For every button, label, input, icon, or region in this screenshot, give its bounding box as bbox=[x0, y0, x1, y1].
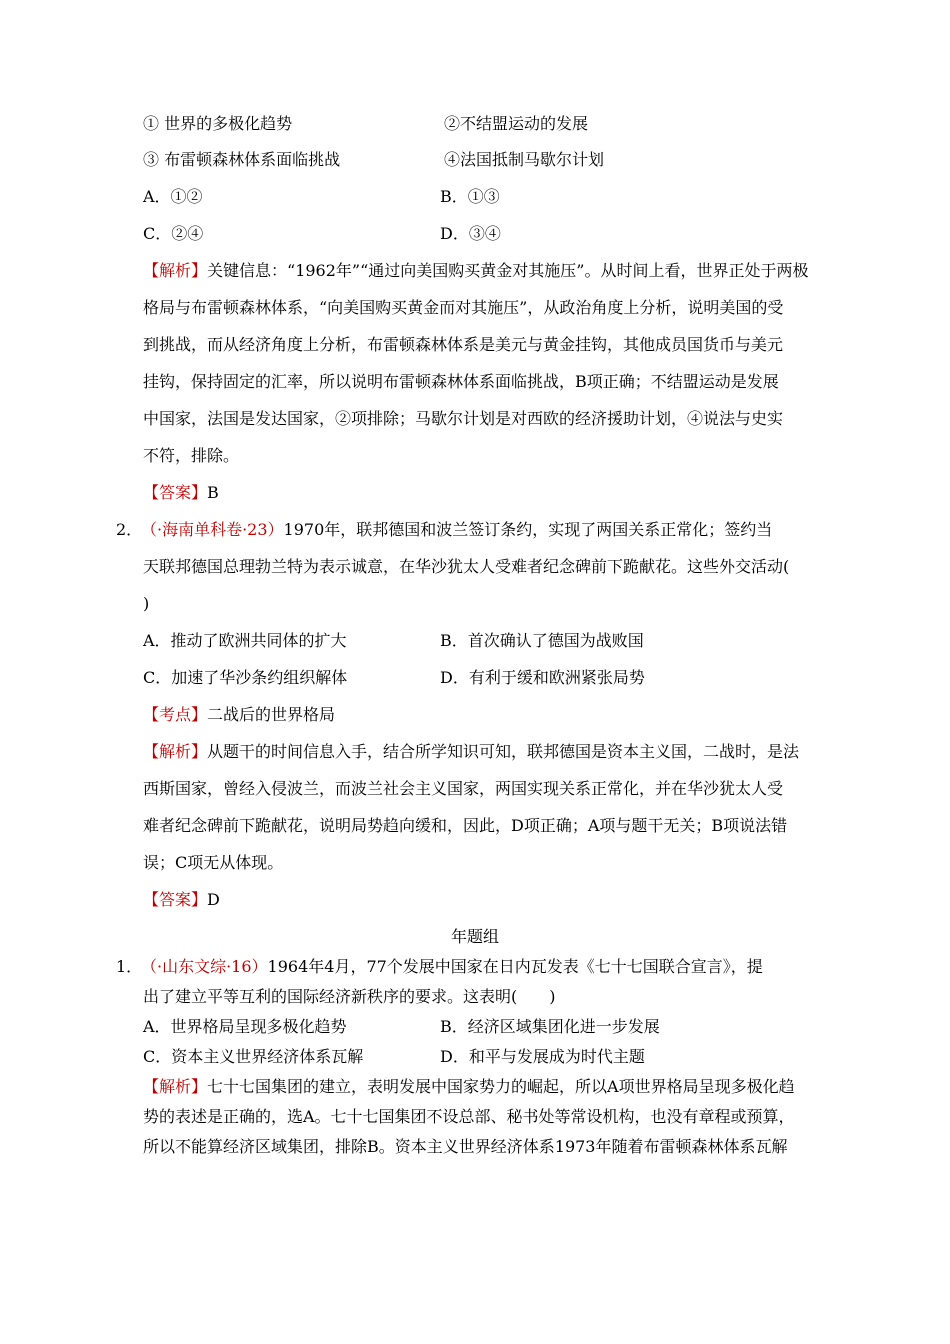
analysis-line: 所以不能算经济区域集团，排除B。资本主义世界经济体系1973年随着布雷顿森林体系瓦解 bbox=[143, 1137, 788, 1156]
option-a: A．①② bbox=[143, 187, 203, 206]
option-c: C．加速了华沙条约组织解体 bbox=[143, 668, 348, 687]
point-tag: 【考点】 bbox=[143, 705, 208, 724]
item-1: ① 世界的多极化趋势 bbox=[143, 114, 293, 133]
option-a: A．推动了欧洲共同体的扩大 bbox=[143, 631, 347, 650]
option-b: B．首次确认了德国为战败国 bbox=[440, 631, 644, 650]
analysis-text: 七十七国集团的建立，表明发展中国家势力的崛起，所以A项世界格局呈现多极化趋 bbox=[207, 1077, 795, 1096]
question-number: 1． bbox=[116, 957, 143, 976]
answer-value: D bbox=[207, 890, 220, 909]
analysis-tag: 【解析】 bbox=[143, 1077, 208, 1096]
question-1-stem bbox=[116, 955, 763, 979]
option-d: D．③④ bbox=[440, 224, 501, 243]
option-c: C．②④ bbox=[143, 224, 204, 243]
stem-text: 1970年，联邦德国和波兰签订条约，实现了两国关系正常化；签约当 bbox=[283, 520, 773, 539]
answer-tag: 【答案】 bbox=[143, 483, 208, 502]
option-c: C．资本主义世界经济体系瓦解 bbox=[143, 1047, 364, 1066]
question-source: （·海南单科卷·23） bbox=[141, 520, 284, 539]
question-source: （·山东文综·16） bbox=[141, 957, 268, 976]
analysis-line: 中国家，法国是发达国家，②项排除；马歇尔计划是对西欧的经济援助计划，④说法与史实 bbox=[143, 409, 784, 428]
analysis-line bbox=[143, 1075, 795, 1099]
analysis-line: 难者纪念碑前下跪献花，说明局势趋向缓和，因此，D项正确；A项与题干无关；B项说法错 bbox=[143, 816, 788, 835]
analysis-line: 到挑战，而从经济角度上分析，布雷顿森林体系是美元与黄金挂钩，其他成员国货币与美元 bbox=[143, 335, 784, 354]
stem-text: 1964年4月，77个发展中国家在日内瓦发表《七十七国联合宣言》，提 bbox=[267, 957, 763, 976]
analysis-line: 不符，排除。 bbox=[143, 446, 240, 465]
point-text: 二战后的世界格局 bbox=[207, 705, 336, 724]
analysis-tag: 【解析】 bbox=[143, 261, 208, 280]
item-4: ④法国抵制马歇尔计划 bbox=[444, 150, 605, 169]
stem-line: 天联邦德国总理勃兰特为表示诚意，在华沙犹太人受难者纪念碑前下跪献花。这些外交活动( bbox=[143, 557, 790, 576]
option-b: B．①③ bbox=[440, 187, 500, 206]
item-2: ②不结盟运动的发展 bbox=[444, 114, 589, 133]
analysis-line: 西斯国家，曾经入侵波兰，而波兰社会主义国家，两国实现关系正常化，并在华沙犹太人受 bbox=[143, 779, 784, 798]
analysis-line bbox=[143, 259, 808, 283]
analysis-line: 挂钩，保持固定的汇率，所以说明布雷顿森林体系面临挑战，B项正确；不结盟运动是发展 bbox=[143, 372, 779, 391]
option-d: D．和平与发展成为时代主题 bbox=[440, 1047, 645, 1066]
option-d: D．有利于缓和欧洲紧张局势 bbox=[440, 668, 645, 687]
stem-line: ) bbox=[143, 594, 150, 613]
stem-line: 出了建立平等互利的国际经济新秩序的要求。这表明( ) bbox=[143, 987, 556, 1006]
analysis-text: 关键信息：“1962年”“通过向美国购买黄金对其施压”。从时间上看，世界正处于两极 bbox=[207, 261, 809, 280]
analysis-text: 从题干的时间信息入手，结合所学知识可知，联邦德国是资本主义国，二战时，是法 bbox=[207, 742, 800, 761]
option-b: B．经济区域集团化进一步发展 bbox=[440, 1017, 660, 1036]
analysis-tag: 【解析】 bbox=[143, 742, 208, 761]
point-line bbox=[143, 703, 335, 727]
option-a: A．世界格局呈现多极化趋势 bbox=[143, 1017, 347, 1036]
answer-tag: 【答案】 bbox=[143, 890, 208, 909]
answer-line bbox=[143, 481, 219, 505]
question-number: 2． bbox=[116, 520, 143, 539]
item-3: ③ 布雷顿森林体系面临挑战 bbox=[143, 150, 341, 169]
analysis-line: 误；C项无从体现。 bbox=[143, 853, 284, 872]
question-2-stem bbox=[116, 518, 772, 542]
answer-value: B bbox=[207, 483, 219, 502]
answer-line bbox=[143, 888, 220, 912]
analysis-line: 格局与布雷顿森林体系，“向美国购买黄金而对其施压”，从政治角度上分析，说明美国的受 bbox=[143, 298, 784, 317]
analysis-line bbox=[143, 740, 799, 764]
group-title: 年题组 bbox=[450, 927, 499, 946]
analysis-line: 势的表述是正确的，选A。七十七国集团不设总部、秘书处等常设机构，也没有章程或预算， bbox=[143, 1107, 795, 1126]
